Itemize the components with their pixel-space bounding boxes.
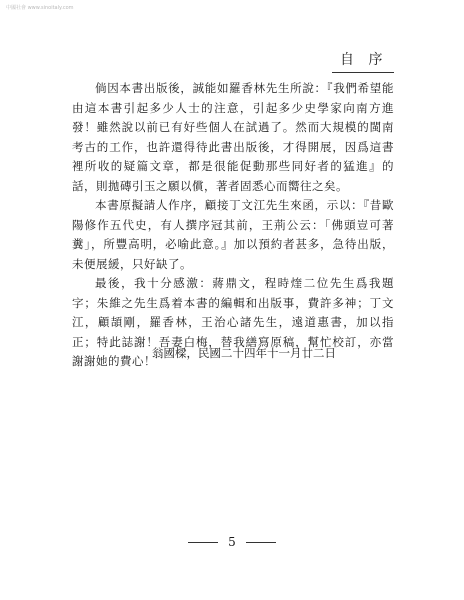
preface-heading: 自 序: [340, 52, 388, 68]
page-number-text: 5: [228, 535, 236, 549]
paragraph: 最後，我十分感激：蔣鼎文，程時煃二位先生爲我題字；朱維之先生爲着本書的編輯和出版事，費許多神；丁文江，顧頡剛，羅香林，王治心諸先生，遠道惠書，加以指正；特此誌謝！吾妻白梅，替我繕寫原稿，幫忙校訂，亦當謝謝她的費心！: [72, 276, 394, 368]
heading-underline: [332, 72, 394, 73]
page-number-rule-right: [246, 542, 276, 543]
preface-body: [72, 79, 394, 372]
paragraph: 倘因本書出版後，誠能如羅香林先生所說：『我們希望能由這本書引起多少人士的注意，引起多少史學家向南方進發！雖然說以前已有好些個人在試過了。然而大規模的閩南考古的工作，也許還得待此書出版後，才得開展，因爲這書裡所收的疑篇文章，都是很能促動那些同好者的猛進』的話，則拋磚引玉之願以償，著者固悉心而嚮往之矣。: [72, 81, 394, 193]
author-signature: 翁國樑，民國二十四年十一月廿二日: [152, 346, 336, 360]
paragraph: 本書原擬請人作序，顧接丁文江先生來函，示以：『昔歐陽修作五代史，有人撰序冠其前，王荊公云：「佛頭豈可著糞」，所豐高明，必喻此意。』加以預約者甚多，急待出版，未便展緩，只好缺了。: [72, 198, 394, 271]
page-number-rule-left: [188, 542, 218, 543]
page-number: [188, 535, 276, 549]
scan-watermark: 中國社會 www.sinoitaly.com: [6, 5, 74, 11]
